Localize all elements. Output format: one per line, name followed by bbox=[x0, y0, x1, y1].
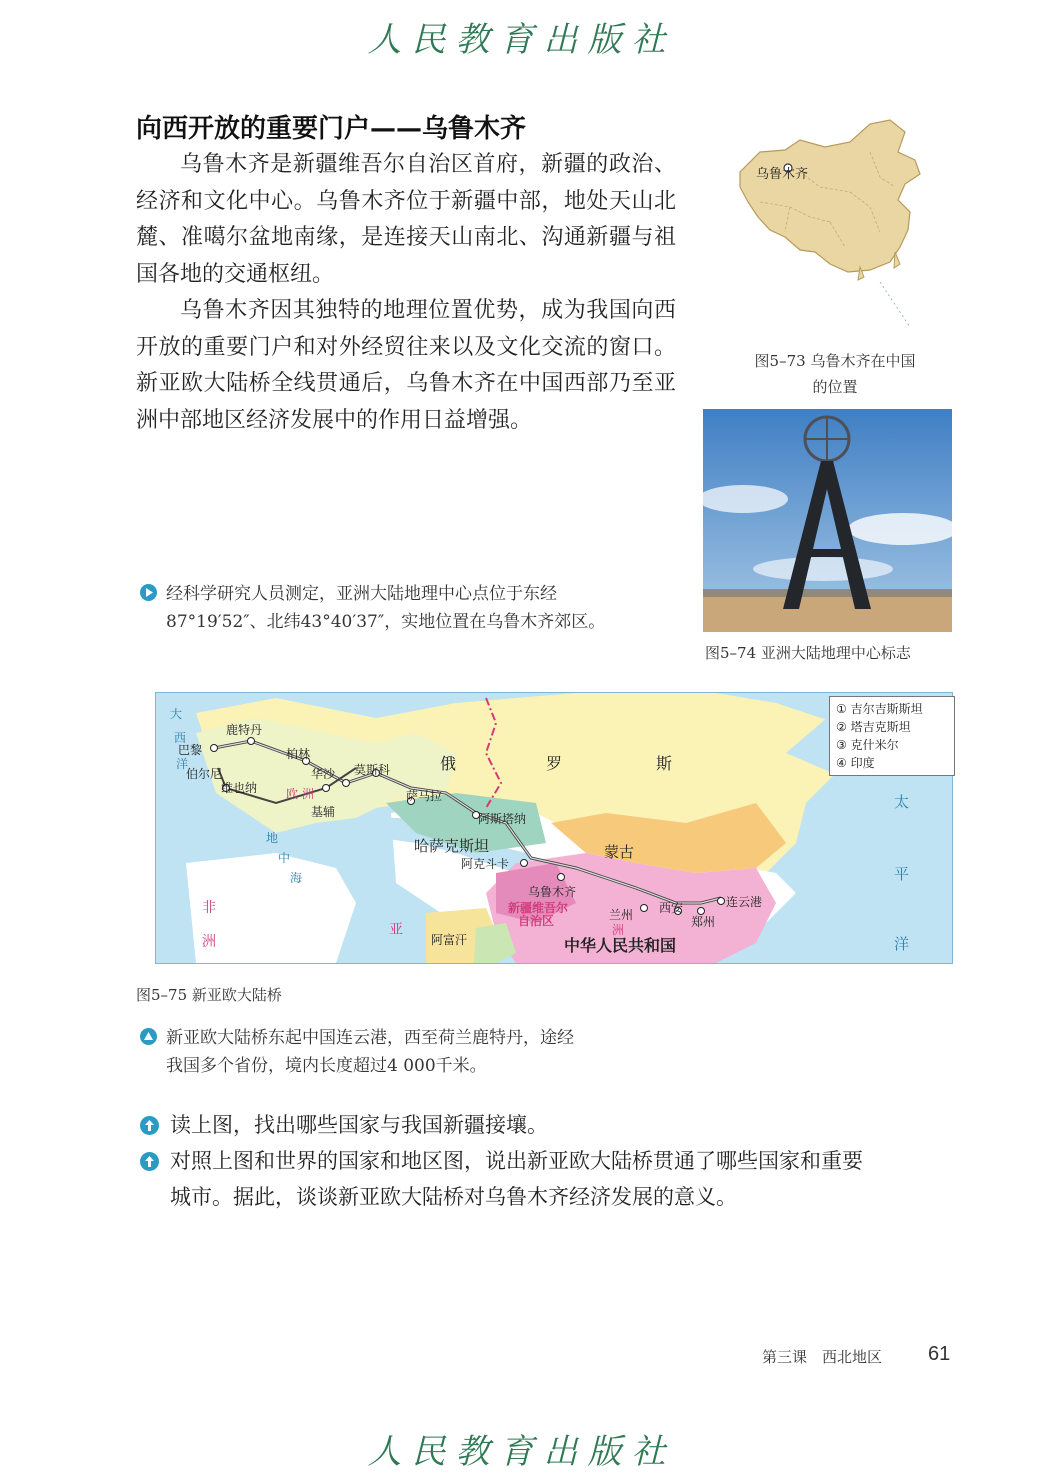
section-title: 向西开放的重要门户——乌鲁木齐 bbox=[136, 114, 527, 144]
region-asia-2: 洲 bbox=[612, 923, 625, 937]
country-afghanistan: 阿富汗 bbox=[431, 933, 468, 947]
country-mongolia: 蒙古 bbox=[604, 843, 635, 861]
city-vienna: 维也纳 bbox=[221, 781, 258, 795]
country-russia-3: 斯 bbox=[656, 754, 673, 773]
asia-center-monument-photo bbox=[703, 409, 952, 632]
sea-mediterranean-2: 中 bbox=[278, 851, 291, 865]
city-moscow: 莫斯科 bbox=[354, 763, 391, 777]
country-russia-1: 俄 bbox=[440, 754, 457, 773]
fig73-caption-line2: 的位置 bbox=[812, 378, 858, 396]
publisher-logo-bottom: 人民教育出版社 bbox=[367, 1432, 676, 1472]
city-zhengzhou: 郑州 bbox=[691, 915, 716, 929]
ocean-atlantic-3: 洋 bbox=[176, 757, 189, 771]
legend-item-1: ① 吉尔吉斯斯坦 bbox=[836, 702, 923, 716]
ocean-pacific-3: 洋 bbox=[894, 935, 910, 953]
country-russia-2: 罗 bbox=[546, 754, 563, 773]
sea-mediterranean-1: 地 bbox=[266, 831, 279, 845]
region-africa-2: 洲 bbox=[202, 934, 216, 950]
fig75-caption: 图5–75 新亚欧大陆桥 bbox=[136, 986, 282, 1004]
ocean-atlantic-1: 大 bbox=[170, 707, 183, 721]
region-africa-1: 非 bbox=[202, 900, 216, 916]
map-legend bbox=[829, 696, 955, 776]
ocean-pacific-1: 太 bbox=[894, 793, 910, 811]
up-arrow-icon bbox=[140, 1116, 159, 1135]
note1 bbox=[166, 580, 605, 636]
publisher-logo-top: 人民教育出版社 bbox=[367, 20, 676, 60]
region-xinjiang-line2: 自治区 bbox=[518, 914, 555, 928]
city-lanzhou: 兰州 bbox=[609, 908, 634, 922]
city-paris: 巴黎 bbox=[178, 743, 203, 757]
lesson-footer: 第三课 西北地区 bbox=[762, 1348, 883, 1366]
country-kazakhstan: 哈萨克斯坦 bbox=[414, 837, 490, 855]
activity-2-line1: 对照上图和世界的国家和地区图，说出新亚欧大陆桥贯通了哪些国家和重要 bbox=[170, 1149, 863, 1173]
city-bern: 伯尔尼 bbox=[186, 767, 223, 781]
city-xian: 西安 bbox=[659, 901, 684, 915]
city-berlin: 柏林 bbox=[286, 747, 311, 761]
ocean-pacific-2: 平 bbox=[894, 865, 910, 883]
city-astana: 阿斯塔纳 bbox=[478, 812, 527, 826]
region-asia: 亚 bbox=[389, 922, 403, 938]
note1-line2: 87°19′52″、北纬43°40′37″，实地位置在乌鲁木齐郊区。 bbox=[166, 612, 606, 632]
note2 bbox=[166, 1024, 574, 1080]
play-triangle-icon bbox=[140, 584, 157, 601]
note2-line1: 新亚欧大陆桥东起中国连云港，西至荷兰鹿特丹，途经 bbox=[166, 1028, 574, 1048]
legend-item-4: ④ 印度 bbox=[836, 756, 875, 770]
urumqi-map-label: 乌鲁木齐 bbox=[756, 167, 809, 182]
activity-2 bbox=[170, 1143, 960, 1215]
city-lianyungang: 连云港 bbox=[726, 895, 763, 909]
city-samara: 萨马拉 bbox=[406, 789, 443, 803]
legend-item-2: ② 塔吉克斯坦 bbox=[836, 720, 911, 734]
city-warsaw: 华沙 bbox=[311, 767, 336, 781]
activity-1: 读上图，找出哪些国家与我国新疆接壤。 bbox=[170, 1113, 548, 1137]
page-number: 61 bbox=[928, 1343, 951, 1365]
city-kyiv: 基辅 bbox=[311, 805, 336, 819]
region-europe: 欧 洲 bbox=[286, 787, 314, 801]
ocean-atlantic-2: 西 bbox=[174, 731, 187, 745]
china-map-graphic bbox=[730, 112, 950, 342]
body-text bbox=[136, 147, 676, 439]
city-urumqi: 乌鲁木齐 bbox=[528, 885, 577, 899]
note1-line1: 经科学研究人员测定，亚洲大陆地理中心点位于东经 bbox=[166, 584, 557, 604]
region-xinjiang-line1: 新疆维吾尔 bbox=[508, 901, 569, 915]
paragraph-2: 乌鲁木齐因其独特的地理位置优势，成为我国向西开放的重要门户和对外经贸往来以及文化交流的窗口。新亚欧大陆桥全线贯通后，乌鲁木齐在中国西部乃至亚洲中部地区经济发展中的作用日益增强。 bbox=[136, 298, 676, 433]
fig73-caption-line1: 图5–73 乌鲁木齐在中国 bbox=[754, 352, 916, 370]
note2-line2: 我国多个省份，境内长度超过4 000千米。 bbox=[166, 1056, 487, 1076]
activity-2-line2: 城市。据此，谈谈新亚欧大陆桥对乌鲁木齐经济发展的意义。 bbox=[170, 1185, 737, 1209]
fig73-caption bbox=[735, 348, 935, 400]
sea-mediterranean-3: 海 bbox=[290, 871, 303, 885]
city-rotterdam: 鹿特丹 bbox=[226, 723, 263, 737]
legend-item-3: ③ 克什米尔 bbox=[836, 738, 899, 752]
china-location-map bbox=[730, 112, 950, 342]
city-aktogay: 阿克斗卡 bbox=[461, 857, 510, 871]
triangle-icon bbox=[140, 1028, 157, 1045]
country-china: 中华人民共和国 bbox=[564, 936, 677, 955]
fig74-caption: 图5–74 亚洲大陆地理中心标志 bbox=[705, 644, 911, 662]
up-arrow-icon bbox=[140, 1152, 159, 1171]
paragraph-1: 乌鲁木齐是新疆维吾尔自治区首府，新疆的政治、经济和文化中心。乌鲁木齐位于新疆中部，地处天山北麓、准噶尔盆地南缘，是连接天山南北、沟通新疆与祖国各地的交通枢纽。 bbox=[136, 152, 676, 287]
